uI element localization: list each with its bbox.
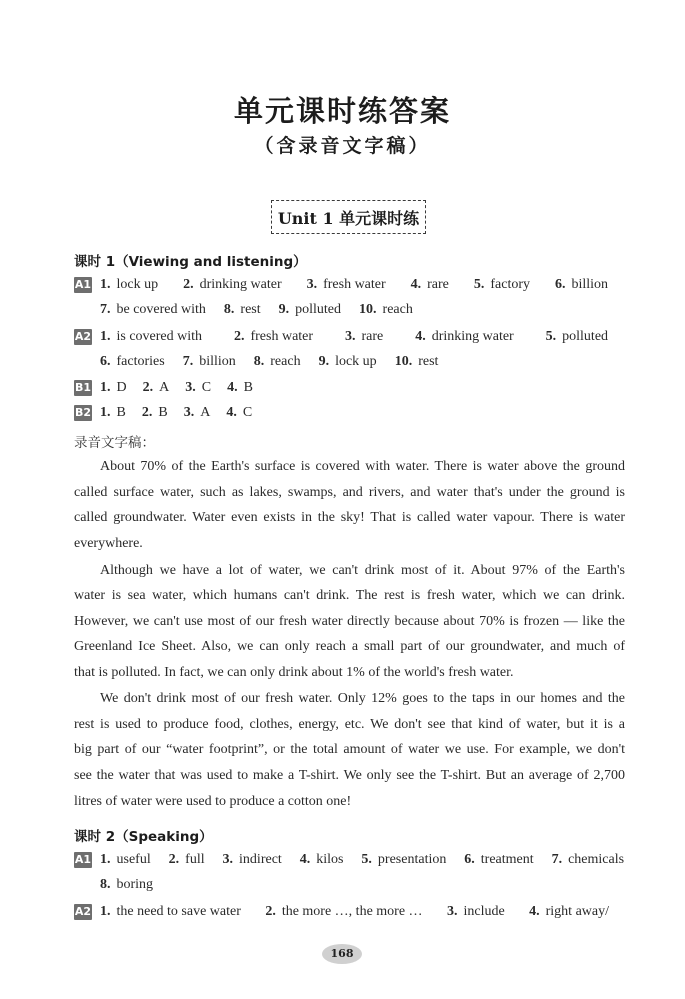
answer-number: 10. — [359, 302, 377, 317]
answer-number: 2. — [233, 329, 245, 344]
answer-text: fresh water — [250, 329, 314, 344]
answer-number: 4. — [227, 380, 238, 395]
answer-item — [552, 852, 624, 868]
paragraph-line: everywhere. — [74, 536, 143, 551]
answer-number: 6. — [554, 277, 566, 292]
answer-item — [234, 329, 313, 345]
answer-item — [546, 329, 608, 345]
answer-text: the need to save water — [116, 904, 241, 919]
answer-text: polluted — [562, 329, 609, 344]
answer-text: be covered with — [116, 302, 206, 317]
answer-number: 1. — [100, 904, 111, 919]
answer-item — [226, 405, 252, 421]
answer-item — [227, 380, 253, 396]
answer-text: C — [201, 380, 212, 395]
answer-number: 4. — [410, 277, 422, 292]
unit-heading-box — [271, 200, 426, 234]
answer-item — [361, 852, 446, 868]
badge-b1: B1 — [74, 381, 92, 394]
answer-number: 8. — [223, 302, 235, 317]
answer-item — [100, 354, 165, 370]
answer-number: 4. — [226, 405, 237, 420]
answer-text: polluted — [295, 302, 342, 317]
answer-number: 2. — [142, 380, 154, 395]
answer-text: lock up — [116, 277, 159, 292]
answer-text: the more …, the more … — [281, 904, 423, 919]
answer-number: 9. — [278, 302, 290, 317]
answer-item — [319, 354, 377, 370]
l1-a1-line-2 — [100, 302, 413, 318]
paragraph-line: see the water that was used to make a T-shirt. We only see the T-shirt. But an average of 2,700 — [74, 768, 625, 783]
paragraph-line: rest is used to produce food, clothes, energy, etc. We don't see that kind of water, but it is a — [74, 717, 625, 732]
answer-text: right away/ — [545, 904, 609, 919]
answer-number: 1. — [100, 405, 111, 420]
answer-text: reach — [382, 302, 413, 317]
answer-item — [100, 329, 202, 345]
answer-text: A — [159, 380, 170, 395]
answer-text: D — [116, 380, 127, 395]
answer-number: 3. — [222, 852, 234, 867]
answer-text: fresh water — [323, 277, 386, 292]
paragraph-line: About 70% of the Earth's surface is covered with water. There is water above the ground — [100, 459, 625, 474]
answer-number: 10. — [394, 354, 413, 369]
paragraph-line: We don't drink most of our fresh water. Only 12% goes to the taps in our homes and the — [100, 691, 625, 706]
page-subtitle: （含录音文字稿） — [254, 135, 431, 157]
answer-item — [464, 852, 533, 868]
lesson-2-heading: 课时 2（Speaking） — [74, 829, 213, 845]
badge-b2: B2 — [74, 406, 92, 419]
l1-b2-line — [100, 405, 252, 421]
answer-item — [411, 277, 449, 293]
paragraph-line: called groundwater. Water even exists in the sky! That is called water vapour. There is water — [74, 510, 625, 525]
answer-number: 1. — [100, 852, 111, 867]
answer-item — [183, 354, 236, 370]
page-number: 168 — [322, 944, 362, 964]
answer-number: 8. — [253, 354, 265, 369]
answer-text: boring — [116, 877, 154, 892]
answer-item — [265, 904, 422, 920]
answer-item — [169, 852, 205, 868]
l2-a1-line-1 — [100, 852, 624, 868]
answer-text: factory — [490, 277, 531, 292]
answer-text: billion — [571, 277, 609, 292]
answer-item — [184, 405, 211, 421]
answer-text: rare — [427, 277, 449, 292]
answer-text: lock up — [335, 354, 377, 369]
answer-number: 5. — [545, 329, 557, 344]
answer-number: 3. — [446, 904, 458, 919]
answer-item — [100, 904, 241, 920]
answer-item — [529, 904, 609, 920]
l1-a2-line-2 — [100, 354, 438, 370]
answer-number: 3. — [344, 329, 356, 344]
answer-item — [307, 277, 386, 293]
paragraph-line: big part of our “water footprint”, or the total amount of water we use. For example, we don't — [74, 742, 625, 757]
answer-number: 3. — [183, 405, 195, 420]
answer-item — [142, 405, 168, 421]
answer-text: B — [158, 405, 168, 420]
answer-text: presentation — [377, 852, 447, 867]
answer-text: is covered with — [116, 329, 203, 344]
answer-text: drinking water — [199, 277, 282, 292]
paragraph-line: called surface water, such as lakes, swamps, and rivers, and water that's under the ground is — [74, 485, 625, 500]
answer-text: rest — [418, 354, 439, 369]
answer-item — [254, 354, 301, 370]
answer-item — [345, 329, 383, 345]
answer-item — [100, 852, 151, 868]
answer-number: 1. — [100, 277, 111, 292]
answer-text: indirect — [239, 852, 282, 867]
l2-a1-line-2 — [100, 877, 153, 893]
answer-number: 3. — [306, 277, 318, 292]
answer-text: B — [116, 405, 126, 420]
answer-text: useful — [116, 852, 151, 867]
answer-number: 5. — [473, 277, 485, 292]
answer-number: 6. — [464, 852, 475, 867]
script-label: 录音文字稿： — [74, 435, 155, 451]
answer-number: 5. — [361, 852, 372, 867]
answer-item — [447, 904, 505, 920]
answer-text: reach — [270, 354, 301, 369]
answer-number: 1. — [100, 380, 111, 395]
badge-a1: A1 — [74, 278, 92, 291]
answer-text: include — [463, 904, 505, 919]
badge-a2: A2 — [74, 330, 92, 343]
lesson-1-heading: 课时 1（Viewing and listening） — [74, 254, 307, 270]
answer-text: billion — [199, 354, 236, 369]
answer-number: 4. — [299, 852, 311, 867]
page-title: 单元课时练答案 — [233, 94, 451, 128]
l1-b1-line — [100, 380, 253, 396]
badge-a2: A2 — [74, 905, 92, 918]
l1-a1-line-1 — [100, 277, 608, 293]
paragraph-line: water is sea water, which humans can't drink. The rest is fresh water, which we can drink. — [74, 588, 625, 603]
l1-a2-line-1 — [100, 329, 608, 345]
badge-a1: A1 — [74, 853, 92, 866]
answer-number: 2. — [141, 405, 153, 420]
answer-text: drinking water — [431, 329, 514, 344]
paragraph-line: Greenland Ice Sheet. Also, we can only reach a small part of our groundwater, and much of — [74, 639, 625, 654]
answer-number: 1. — [100, 329, 111, 344]
answer-number: 4. — [415, 329, 426, 344]
answer-item — [183, 277, 282, 293]
answer-item — [395, 354, 439, 370]
answer-text: full — [185, 852, 205, 867]
answer-item — [279, 302, 341, 318]
answer-number: 2. — [168, 852, 180, 867]
answer-item — [100, 405, 126, 421]
paragraph-line: litres of water were used to produce a cotton one! — [74, 794, 352, 809]
answer-number: 9. — [318, 354, 330, 369]
answer-text: B — [243, 380, 253, 395]
answer-item — [223, 852, 282, 868]
answer-number: 7. — [551, 852, 563, 867]
answer-number: 4. — [529, 904, 540, 919]
answer-number: 2. — [183, 277, 194, 292]
answer-text: A — [200, 405, 211, 420]
answer-item — [224, 302, 261, 318]
answer-item — [555, 277, 608, 293]
paragraph-line: However, we can't use most of our fresh water directly because about 70% is frozen — like the — [74, 614, 625, 629]
answer-text: rare — [361, 329, 384, 344]
paragraph-line: Although we have a lot of water, we can't drink most of it. About 97% of the Earth's — [100, 563, 625, 578]
answer-number: 7. — [100, 302, 111, 317]
answer-text: rest — [240, 302, 261, 317]
answer-item — [100, 877, 153, 893]
answer-number: 8. — [100, 877, 111, 892]
answer-text: factories — [116, 354, 165, 369]
answer-text: treatment — [480, 852, 534, 867]
answer-item — [415, 329, 514, 345]
l2-a2-line-1 — [100, 904, 609, 920]
answer-text: chemicals — [568, 852, 625, 867]
answer-item — [359, 302, 413, 318]
answer-item — [185, 380, 211, 396]
answer-number: 2. — [265, 904, 276, 919]
answer-text: kilos — [316, 852, 344, 867]
answer-text: C — [242, 405, 253, 420]
answer-number: 7. — [182, 354, 194, 369]
answer-item — [300, 852, 344, 868]
answer-item — [474, 277, 530, 293]
paragraph-line: that is polluted. In fact, we can only drink about 1% of the world's fresh water. — [74, 665, 514, 680]
answer-number: 3. — [185, 380, 196, 395]
answer-item — [100, 380, 127, 396]
answer-number: 6. — [100, 354, 111, 369]
answer-item — [143, 380, 170, 396]
unit-heading: Unit 1 单元课时练 — [277, 208, 420, 228]
answer-item — [100, 277, 158, 293]
answer-item — [100, 302, 206, 318]
